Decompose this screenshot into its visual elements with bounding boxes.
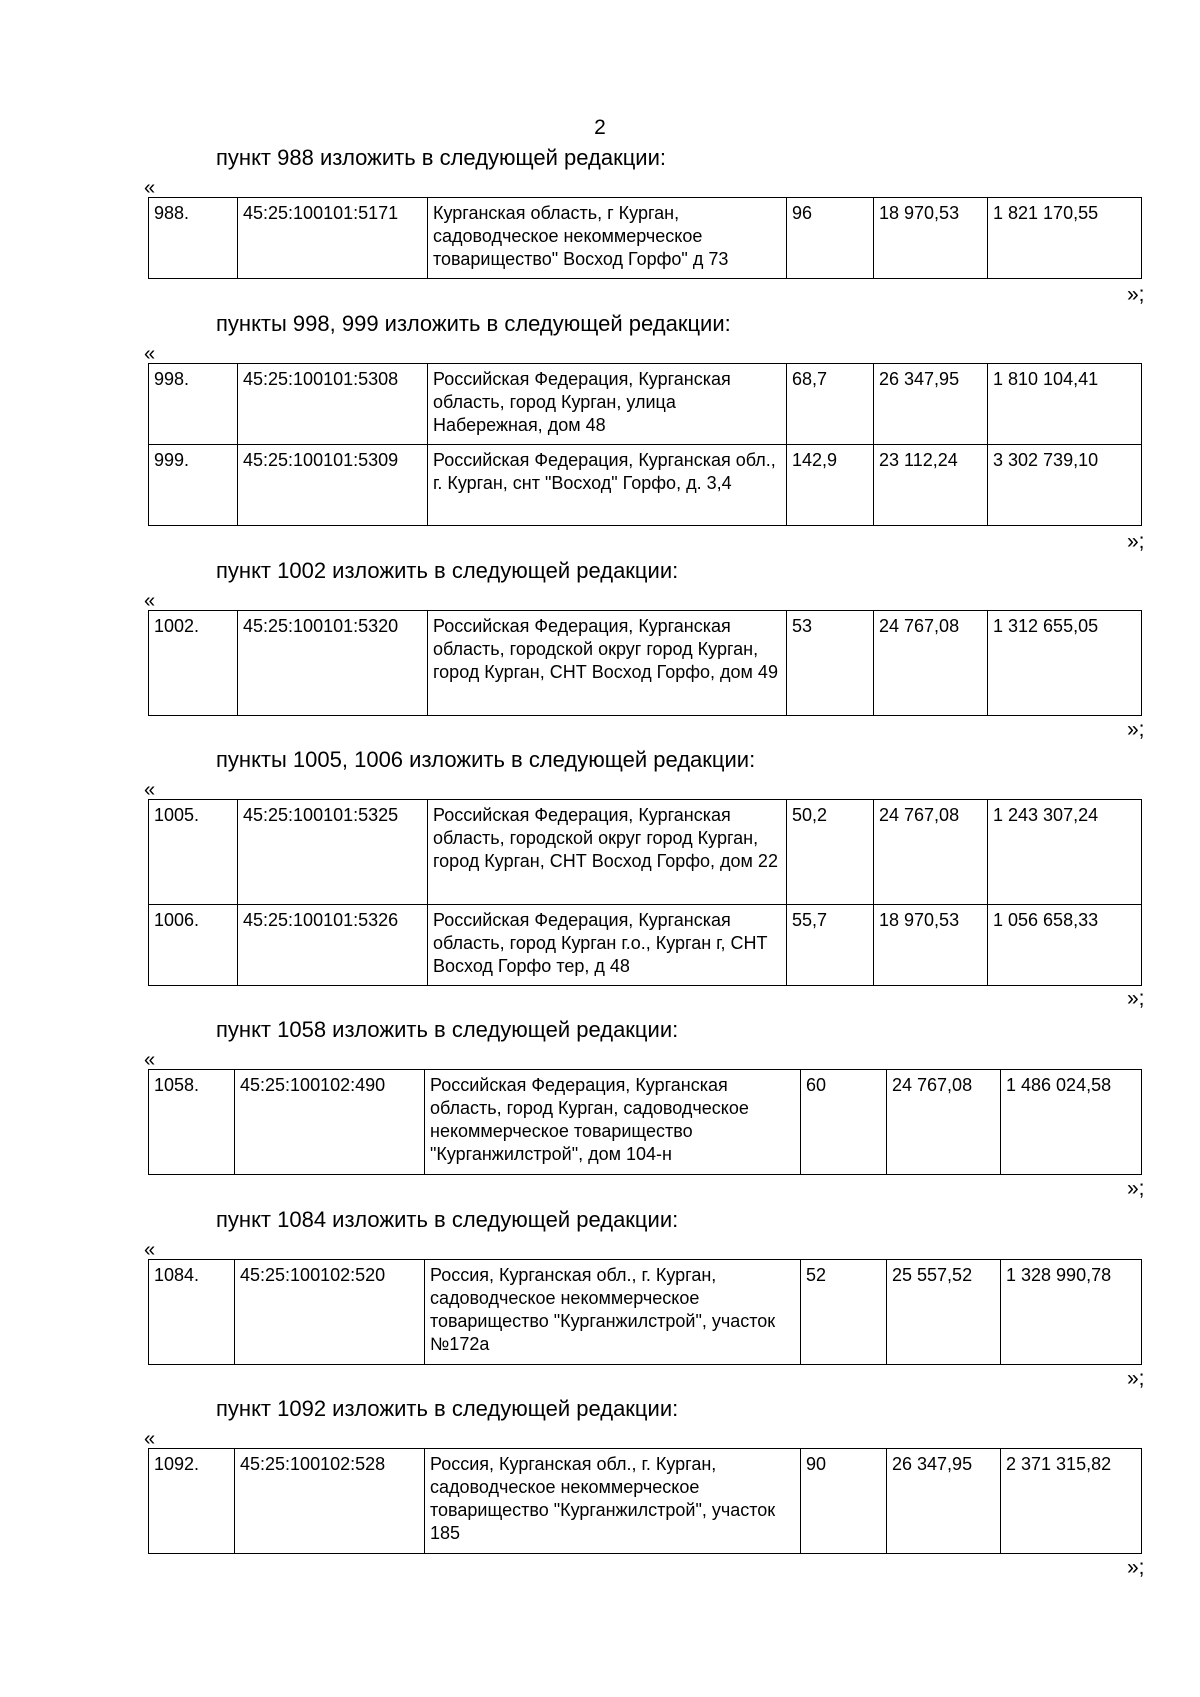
cadastral-number-cell: 45:25:100102:490 [235, 1070, 425, 1175]
table-row [149, 1070, 1142, 1175]
open-quote: « [144, 343, 156, 365]
amendment-instruction: пункт 988 изложить в следующей редакции: [216, 145, 666, 170]
price-cell: 25 557,52 [887, 1260, 1001, 1365]
row-number-cell: 1058. [149, 1070, 235, 1175]
amendment-instruction: пункт 1058 изложить в следующей редакции: [216, 1017, 679, 1042]
close-quote: »; [1127, 1556, 1145, 1579]
amendment-instruction: пункты 1005, 1006 изложить в следующей редакции: [216, 747, 756, 772]
amendment-table [148, 610, 1142, 716]
amendment-instruction: пункт 1092 изложить в следующей редакции: [216, 1396, 679, 1421]
row-number-cell: 1005. [149, 800, 238, 905]
area-cell: 52 [801, 1260, 887, 1365]
open-quote: « [144, 1049, 156, 1071]
amendment-section [0, 558, 1200, 743]
cadastral-number-cell: 45:25:100101:5308 [238, 364, 428, 445]
close-quote: »; [1127, 530, 1145, 553]
address-cell: Курганская область, г Курган, садоводческое некоммерческое товарищество" Восход Горфо" д 73 [428, 198, 787, 279]
close-quote: »; [1127, 987, 1145, 1010]
address-cell: Российская Федерация, Курганская область, город Курган, садоводческое некоммерческое товарищество "Курганжилстрой", дом 104-н [425, 1070, 801, 1175]
address-cell: Российская Федерация, Курганская область, городской округ город Курган, город Курган, СНТ Восход Горфо, дом 49 [428, 611, 787, 716]
value-cell: 3 302 739,10 [988, 445, 1142, 526]
value-cell: 2 371 315,82 [1001, 1449, 1142, 1554]
value-cell: 1 312 655,05 [988, 611, 1142, 716]
address-cell: Россия, Курганская обл., г. Курган, садоводческое некоммерческое товарищество "Курганжилстрой", участок 185 [425, 1449, 801, 1554]
amendment-section [0, 145, 1200, 305]
area-cell: 60 [801, 1070, 887, 1175]
amendment-section [0, 1396, 1200, 1581]
area-cell: 68,7 [787, 364, 874, 445]
address-cell: Российская Федерация, Курганская область, город Курган, улица Набережная, дом 48 [428, 364, 787, 445]
amendment-table [148, 799, 1142, 986]
amendment-instruction: пункт 1084 изложить в следующей редакции: [216, 1207, 679, 1232]
table-row [149, 1260, 1142, 1365]
value-cell: 1 810 104,41 [988, 364, 1142, 445]
row-number-cell: 988. [149, 198, 238, 279]
table-row [149, 800, 1142, 905]
price-cell: 24 767,08 [874, 800, 988, 905]
amendment-table [148, 363, 1142, 526]
cadastral-number-cell: 45:25:100101:5325 [238, 800, 428, 905]
open-quote: « [144, 1428, 156, 1450]
amendment-table [148, 197, 1142, 279]
cadastral-number-cell: 45:25:100102:520 [235, 1260, 425, 1365]
area-cell: 90 [801, 1449, 887, 1554]
table-row [149, 1449, 1142, 1554]
price-cell: 26 347,95 [874, 364, 988, 445]
close-quote: »; [1127, 1177, 1145, 1200]
cadastral-number-cell: 45:25:100101:5326 [238, 905, 428, 986]
area-cell: 142,9 [787, 445, 874, 526]
row-number-cell: 999. [149, 445, 238, 526]
cadastral-number-cell: 45:25:100101:5320 [238, 611, 428, 716]
value-cell: 1 328 990,78 [1001, 1260, 1142, 1365]
amendment-section [0, 1017, 1200, 1202]
row-number-cell: 1006. [149, 905, 238, 986]
table-row [149, 198, 1142, 279]
amendment-table [148, 1448, 1142, 1554]
price-cell: 18 970,53 [874, 198, 988, 279]
open-quote: « [144, 590, 156, 612]
price-cell: 24 767,08 [887, 1070, 1001, 1175]
value-cell: 1 056 658,33 [988, 905, 1142, 986]
area-cell: 53 [787, 611, 874, 716]
table-row [149, 611, 1142, 716]
value-cell: 1 486 024,58 [1001, 1070, 1142, 1175]
close-quote: »; [1127, 1367, 1145, 1390]
amendment-section [0, 311, 1200, 556]
price-cell: 24 767,08 [874, 611, 988, 716]
value-cell: 1 821 170,55 [988, 198, 1142, 279]
cadastral-number-cell: 45:25:100102:528 [235, 1449, 425, 1554]
amendment-table [148, 1069, 1142, 1175]
amendment-instruction: пункт 1002 изложить в следующей редакции: [216, 558, 679, 583]
row-number-cell: 1002. [149, 611, 238, 716]
address-cell: Российская Федерация, Курганская область, городской округ город Курган, город Курган, СНТ Восход Горфо, дом 22 [428, 800, 787, 905]
amendment-section [0, 747, 1200, 1012]
row-number-cell: 998. [149, 364, 238, 445]
amendment-table [148, 1259, 1142, 1365]
page-number: 2 [594, 116, 606, 139]
row-number-cell: 1092. [149, 1449, 235, 1554]
value-cell: 1 243 307,24 [988, 800, 1142, 905]
price-cell: 26 347,95 [887, 1449, 1001, 1554]
area-cell: 50,2 [787, 800, 874, 905]
cadastral-number-cell: 45:25:100101:5309 [238, 445, 428, 526]
address-cell: Российская Федерация, Курганская обл., г. Курган, снт "Восход" Горфо, д. 3,4 [428, 445, 787, 526]
address-cell: Россия, Курганская обл., г. Курган, садоводческое некоммерческое товарищество "Курганжилстрой", участок №172а [425, 1260, 801, 1365]
close-quote: »; [1127, 283, 1145, 306]
table-row [149, 905, 1142, 986]
close-quote: »; [1127, 718, 1145, 741]
price-cell: 18 970,53 [874, 905, 988, 986]
area-cell: 55,7 [787, 905, 874, 986]
row-number-cell: 1084. [149, 1260, 235, 1365]
amendment-section [0, 1207, 1200, 1392]
table-row [149, 445, 1142, 526]
amendment-instruction: пункты 998, 999 изложить в следующей редакции: [216, 311, 731, 336]
area-cell: 96 [787, 198, 874, 279]
address-cell: Российская Федерация, Курганская область, город Курган г.о., Курган г, СНТ Восход Горфо тер, д 48 [428, 905, 787, 986]
cadastral-number-cell: 45:25:100101:5171 [238, 198, 428, 279]
table-row [149, 364, 1142, 445]
open-quote: « [144, 1239, 156, 1261]
open-quote: « [144, 779, 156, 801]
price-cell: 23 112,24 [874, 445, 988, 526]
open-quote: « [144, 177, 156, 199]
